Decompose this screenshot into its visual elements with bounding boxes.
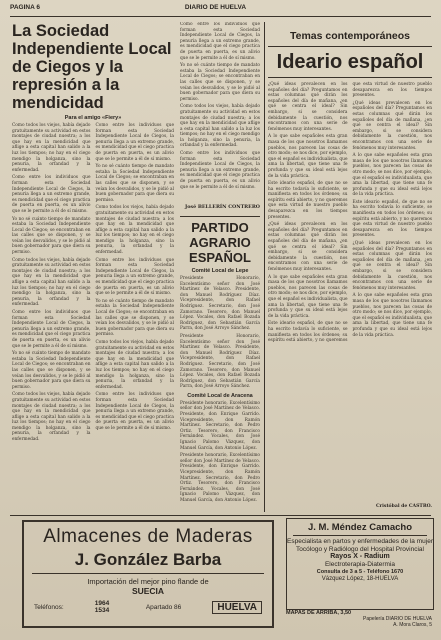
paragraph: Presidente Honorario, Excelentísimo señor don José Martínez de Velasco. Presidente, don Manuel Rodríguez Díaz. Vicepresidente, don Rafael Rodríguez. Secretario, don José Zamorano. Tesorero, don Manuel López. Vocales, don Rafael Bozada Rodríguez, don Sebastián García Parra, don José Arroyo Sánchez.: [180, 276, 260, 332]
paragraph: Como todos los viejos, había dejado gratuitamente su actividad en estos montajes de ciudad nuestra; a los que hay en la mendicidad que aflige a esta capital han salido a la luz los tiempos; no hay en el ciego mendigo la holganza, sino la penuria, la orfandad y la enfermedad.: [95, 339, 174, 390]
footer-notice: [286, 610, 432, 638]
paragraph: Yo no sé cuánto tiempo de mandato estaba la Sociedad Independiente Local de Ciegos; se encontraban en las calles que se disponen, y se veían los desvalidos, y se le pidió al buen gobernador para que diera su permiso.: [180, 63, 260, 102]
divider: [268, 46, 432, 47]
signature: Cristóbal de CASTRO.: [376, 504, 432, 509]
paragraph: A lo que sabe españoles esta gran masa de los que nosotros llamamos pueblos, nos parecen las cosas de otro modo; se nos dice, por ejemplo, que el español es individualista, que ama la libertad, que tiene una fe profunda y que su ideal está lejos de la vida práctica.: [352, 153, 432, 198]
paragraph: Como entre los individuos que forman esta Sociedad Independiente Local de Ciegos, la penuria llega a un extremo grande, es mendicidad que el ciego practica de puerta en puerta, es un alivio que se le permite a él de sí mismo.: [180, 22, 260, 61]
ad-line: Consulta de 3 a 5 - Teléfono 1670: [316, 568, 404, 575]
paragraph: Como todos los viejos, había dejado gratuitamente su actividad en estos montajes de ciudad nuestra; a los que hay en la mendicidad que aflige a esta capital han salido a la luz los tiempos; no hay en el ciego mendigo la holganza, sino la penuria, la orfandad y la enfermedad.: [95, 205, 174, 256]
article-ideario-signature: [268, 502, 432, 512]
paragraph: Como entre los individuos que forman esta Sociedad Independiente Local de Ciegos, la penuria llega a un extremo grande, es mendicidad que el ciego practica de puerta en puerta, es un alivio que se le permite a él de sí mismo.: [12, 310, 91, 349]
paragraph: Como entre los individuos que forman esta Sociedad Independiente Local de Ciegos, la penuria llega a un extremo grande, es mendicidad que el ciego practica de puerta en puerta, es un alivio que se le permite a él de sí mismo.: [180, 151, 260, 190]
paragraph: Presidente Honorario, Excelentísimo señor don José Martínez de Velasco. Presidente, don Manuel Rodríguez Díaz. Vicepresidente, don Rafael Rodríguez. Secretario, don José Zamorano. Tesorero, don Manuel López. Vocales, don Rafael Bozada Rodríguez, don Sebastián García Parra, don José Arroyo Sánchez.: [180, 333, 260, 390]
divider: [293, 535, 427, 536]
paragraph: Como entre los individuos que forman esta Sociedad Independiente Local de Ciegos, la penuria llega a un extremo grande, es mendicidad que el ciego practica de puerta en puerta, es un alivio que se le permite a él de sí mismo.: [95, 257, 174, 297]
ad-owner: J. González Barba: [74, 550, 222, 569]
article-ideario-espanol: [268, 30, 432, 510]
signature: José BELLERÍN CONTRERO: [184, 204, 260, 210]
paragraph: Yo no sé cuánto tiempo de mandato estaba la Sociedad Independiente Local de Ciegos; se encontraban en las calles que se disponen, y se veían los desvalidos, y se le pidió al buen gobernador para que diera su permiso.: [95, 164, 174, 203]
paragraph: Como entre los individuos que forman esta Sociedad Independiente Local de Ciegos, la penuria llega a un extremo grande, es mendicidad que el ciego practica de puerta en puerta, es un alivio que se le permite a él de sí mismo.: [95, 123, 174, 162]
headline-partido-agrario: PARTIDO AGRARIO ESPAÑOL: [189, 220, 251, 265]
divider: [10, 515, 431, 516]
section-title: Temas contemporáneos: [289, 30, 410, 42]
footer-line: A. Mora Claros, 5: [393, 622, 432, 628]
divider: [32, 573, 264, 574]
ad-line: Tocólogo y Radiólogo del Hospital Provincial: [296, 545, 424, 553]
page-number: PAGINA 6: [10, 4, 40, 11]
ad-line: Rayos X - Radium: [330, 553, 390, 560]
paragraph: Este ideario español, de que no se ha escrito todavía lo suficiente, se manifiesta en todos los órdenes; su espíritu está abierto, y no queremos que esta virtud de nuestro pueblo desaparezca en los tiempos presentes.: [268, 82, 432, 344]
headline-sociedad-ciegos: La Sociedad Independiente Local de Ciegos y la represión a la mendicidad: [12, 22, 172, 112]
paragraph: ¿Qué ideas prevalecen en los españoles del día? Preguntamos en estas columnas qué dirán los españoles del día de mañana, ¿en qué se centra el ideal? Sin embargo, si se considera debidamente la cuestión, nos encontramos con una serie de fenómenos muy interesantes.: [352, 100, 432, 151]
ad-contact-row: [34, 600, 262, 614]
paragraph: Como todos los viejos, había dejado gratuitamente su actividad en estos montajes de ciudad nuestra; a los que hay en la mendicidad que aflige a esta capital han salido a la luz los tiempos; no hay en el ciego mendigo la holganza, sino la penuria, la orfandad y la enfermedad.: [180, 104, 260, 149]
dedication: Para el amigo «Fiery»: [64, 115, 122, 121]
phone-numbers: 1964 1534: [94, 600, 110, 614]
article-partido-agrario: [180, 220, 260, 552]
city: HUELVA: [212, 601, 262, 614]
headline-ideario: Ideario español: [276, 51, 424, 73]
article-sociedad-ciegos: [12, 22, 174, 552]
subheading-aracena: Comité Local de Aracena: [187, 392, 253, 399]
paragraph: Presidente honorario, Excelentísimo señor don José Martínez de Velasco. Presidente, don Enrique Garrido. Vicepresidente, don Ramón Martínez. Secretario, don Pedro Ortiz. Tesorero, don Francisco Fernández. Vocales, don José Ignacio Palomo Vázquez, don Manuel García, don Antonio López.: [180, 453, 260, 503]
paragraph: ¿Qué ideas prevalecen en los españoles del día? Preguntamos en estas columnas qué dirán los españoles del día de mañana, ¿en qué se centra el ideal? Sin embargo, si se considera debidamente la cuestión, nos encontramos con una serie de fenómenos muy interesantes.: [268, 82, 348, 132]
divider: [268, 77, 432, 78]
paragraph: Como todos los viejos, había dejado gratuitamente su actividad en estos montajes de ciudad nuestra; a los que hay en la mendicidad que aflige a esta capital han salido a la luz los tiempos; no hay en el ciego mendigo la holganza, sino la penuria, la orfandad y la enfermedad.: [12, 257, 91, 308]
column-divider: [264, 22, 265, 512]
paragraph: A lo que sabe españoles esta gran masa de los que nosotros llamamos pueblos, nos parecen las cosas de otro modo; se nos dice, por ejemplo, que el español es individualista, que ama la libertad, que tiene una fe profunda y que su ideal está lejos de la vida práctica.: [268, 274, 348, 319]
paper-name: DIARIO DE HUELVA: [184, 4, 247, 11]
paragraph: Yo no sé cuánto tiempo de mandato estaba la Sociedad Independiente Local de Ciegos; se encontraban en las calles que se disponen, y se veían los desvalidos, y se le pidió al buen gobernador para que diera su permiso.: [12, 351, 91, 390]
paragraph: A lo que sabe españoles esta gran masa de los que nosotros llamamos pueblos, nos parecen las cosas de otro modo; se nos dice, por ejemplo, que el español es individualista, que ama la libertad, que tiene una fe profunda y que su ideal está lejos de la vida práctica.: [268, 134, 348, 179]
ad-import-line: Importación del mejor pino flande de: [87, 577, 209, 586]
paragraph: ¿Qué ideas prevalecen en los españoles del día? Preguntamos en estas columnas qué dirán los españoles del día de mañana, ¿en qué se centra el ideal? Sin embargo, si se considera debidamente la cuestión, nos encontramos con una serie de fenómenos muy interesantes.: [352, 241, 432, 291]
paragraph: Yo no sé cuánto tiempo de mandato estaba la Sociedad Independiente Local de Ciegos; se encontraban en las calles que se disponen, y se veían los desvalidos, y se le pidió al buen gobernador para que diera su permiso.: [95, 298, 174, 338]
ad-line: Vázquez López, 18-HUELVA: [321, 575, 399, 582]
ad-title: Almacenes de Maderas: [43, 526, 253, 547]
ad-line: Electroterapia-Diatermia: [324, 561, 396, 568]
article-continuation: [180, 22, 260, 212]
paragraph: Este ideario español, de que no se ha escrito todavía lo suficiente, se manifiesta en todos los órdenes; su espíritu está abierto, y no queremos que esta virtud de nuestro pueblo desaparezca en los tiempos presentes.: [352, 199, 432, 239]
paragraph: A lo que sabe españoles esta gran masa de los que nosotros llamamos pueblos, nos parecen las cosas de otro modo; se nos dice, por ejemplo, que el español es individualista, que ama la libertad, que tiene una fe profunda y que su ideal está lejos de la vida práctica.: [352, 293, 432, 338]
ad-mendez-camacho: [286, 518, 434, 610]
doctor-name: J. M. Méndez Camacho: [308, 522, 412, 533]
subheading-lepe: Comité Local de Lepe: [191, 268, 249, 274]
divider: [180, 216, 260, 217]
paragraph: ¿Qué ideas prevalecen en los españoles del día? Preguntamos en estas columnas qué dirán los españoles del día de mañana, ¿en qué se centra el ideal? Sin embargo, si se considera debidamente la cuestión, nos encontramos con una serie de fenómenos muy interesantes.: [268, 222, 348, 272]
paragraph: Como todos los viejos, había dejado gratuitamente su actividad en estos montajes de ciudad nuestra; a los que hay en la mendicidad que aflige a esta capital han salido a la luz los tiempos; no hay en el ciego mendigo la holganza, sino la penuria, la orfandad y la enfermedad.: [12, 392, 91, 443]
paragraph: Este ideario español, de que no se ha escrito todavía lo suficiente, se manifiesta en todos los órdenes; su espíritu está abierto, y no queremos que esta virtud de nuestro pueblo desaparezca en los tiempos presentes.: [268, 181, 348, 220]
article-signature: [180, 202, 260, 214]
ad-line: Especialista en partos y enfermedades de la mujer: [287, 538, 433, 545]
paragraph: Como todos los viejos, había dejado gratuitamente su actividad en estos montajes de ciudad nuestra; a los que hay en la mendicidad que aflige a esta capital han salido a la luz los tiempos; no hay en el ciego mendigo la holganza, sino la penuria, la orfandad y la enfermedad.: [12, 123, 91, 173]
po-box: Apartado 86: [145, 603, 182, 611]
footer-line: Papelería DIARIO DE HUELVA: [362, 616, 432, 622]
paragraph: Como entre los individuos que forman esta Sociedad Independiente Local de Ciegos, la penuria llega a un extremo grande, es mendicidad que el ciego practica de puerta en puerta, es un alivio que se le permite a él de sí mismo.: [95, 392, 174, 431]
page-header: [10, 4, 431, 17]
paragraph: Como entre los individuos que forman esta Sociedad Independiente Local de Ciegos, la penuria llega a un extremo grande, es mendicidad que el ciego practica de puerta en puerta, es un alivio que se le permite a él de sí mismo.: [12, 175, 91, 214]
ad-country: SUECIA: [131, 586, 165, 596]
ad-almacenes-maderas: [22, 520, 274, 628]
paragraph: Presidente honorario, Excelentísimo señor don José Martínez de Velasco. Presidente, don Enrique Garrido. Vicepresidente, don Ramón Martínez. Secretario, don Pedro Ortiz. Tesorero, don Francisco Fernández. Vocales, don José Ignacio Palomo Vázquez, don Manuel García, don Antonio López.: [180, 400, 260, 451]
phone-label: Teléfonos:: [34, 603, 64, 611]
footer-line: MAPAS DE ARRIBA, 3,50: [286, 610, 352, 616]
paragraph: Yo no sé cuánto tiempo de mandato estaba la Sociedad Independiente Local de Ciegos; se encontraban en las calles que se disponen, y se veían los desvalidos, y se le pidió al buen gobernador para que diera su permiso.: [12, 216, 91, 256]
